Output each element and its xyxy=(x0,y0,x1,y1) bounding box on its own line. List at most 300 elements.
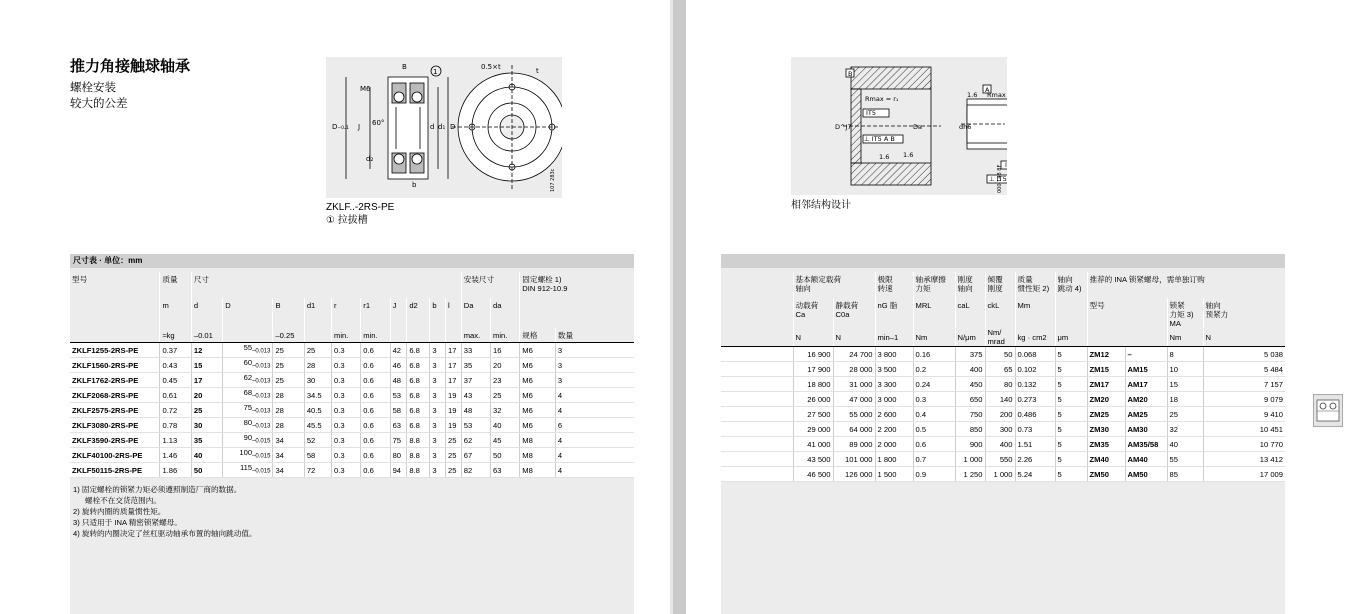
cell-mrl: 0.6 xyxy=(913,437,955,452)
svg-text:d₁: d₁ xyxy=(438,123,446,131)
col-angle xyxy=(721,272,793,298)
cell-d2: 6.8 xyxy=(407,358,430,373)
col-inertia xyxy=(1015,272,1055,298)
cell-m: 1.13 xyxy=(160,433,191,448)
col-inertia-sym: Mm xyxy=(1015,298,1055,328)
cell-model: ZKLF1255-2RS-PE xyxy=(70,343,160,358)
svg-text:t: t xyxy=(536,67,539,75)
col-tilt-title: 倾覆 xyxy=(987,275,1003,284)
cell-qty: 4 xyxy=(555,388,634,403)
cell-Da: 37 xyxy=(461,373,490,388)
cell-qty: 3 xyxy=(555,343,634,358)
cell-J: 94 xyxy=(390,463,407,478)
unit-d: –0.01 xyxy=(191,328,222,343)
col-J: J xyxy=(390,298,407,328)
cell-run: 5 xyxy=(1055,452,1087,467)
cell-run: 5 xyxy=(1055,467,1087,482)
cell-nut1: ZM12 xyxy=(1087,347,1125,362)
cell-d: 17 xyxy=(191,373,222,388)
cell-d1: 40.5 xyxy=(304,403,331,418)
col-m: m xyxy=(160,298,191,328)
cell-c0a: 89 000 xyxy=(833,437,875,452)
col-dims: 尺寸 xyxy=(191,272,461,298)
side-thumbnail-button[interactable] xyxy=(1313,394,1343,427)
col-spec: 规格 xyxy=(520,328,556,343)
cell-Da: 62 xyxy=(461,433,490,448)
cell-nut1: ZM30 xyxy=(1087,422,1125,437)
col-bolt-title: 固定螺栓 1) xyxy=(522,275,562,284)
cell-cal: 1 000 xyxy=(955,452,985,467)
svg-text:d₂: d₂ xyxy=(366,155,374,163)
unit-r1: min. xyxy=(361,328,390,343)
cell-nut2: AM17 xyxy=(1125,377,1167,392)
unit-da: min. xyxy=(491,328,520,343)
col-d: d xyxy=(191,298,222,328)
cell-angle xyxy=(721,347,793,362)
col-limit-sub: 转速 xyxy=(877,284,893,293)
col-qty: 数量 xyxy=(555,328,634,343)
cell-run: 5 xyxy=(1055,362,1087,377)
col-nut-model: 型号 xyxy=(1087,298,1167,328)
cell-ckl: 80 xyxy=(985,377,1015,392)
svg-text:1: 1 xyxy=(433,68,438,76)
cell-l: 19 xyxy=(446,403,462,418)
cell-spec: M6 xyxy=(520,343,556,358)
cell-model: ZKLF2575-2RS-PE xyxy=(70,403,160,418)
cell-d1: 45.5 xyxy=(304,418,331,433)
cell-d2: 8.8 xyxy=(407,448,430,463)
cell-ca: 43 500 xyxy=(793,452,833,467)
cell-ca: 16 900 xyxy=(793,347,833,362)
table-row xyxy=(70,343,634,358)
cell-l: 19 xyxy=(446,418,462,433)
cell-d: 50 xyxy=(191,463,222,478)
cell-model: ZKLF3080-2RS-PE xyxy=(70,418,160,433)
col-stat-title: 静载荷 xyxy=(835,301,859,310)
svg-text:dh6: dh6 xyxy=(959,123,972,131)
cell-da: 63 xyxy=(491,463,520,478)
cell-ckl: 550 xyxy=(985,452,1015,467)
cell-m: 1.46 xyxy=(160,448,191,463)
svg-text:D: D xyxy=(450,123,456,131)
cell-model: ZKLF3590-2RS-PE xyxy=(70,433,160,448)
cell-ng: 2 600 xyxy=(875,407,913,422)
table-row xyxy=(70,403,634,418)
cell-model: ZKLF40100-2RS-PE xyxy=(70,448,160,463)
table-row xyxy=(721,467,1285,482)
cell-D: $60_{-0.013}$ xyxy=(223,358,273,373)
cell-D: $115_{-0.015}$ xyxy=(223,463,273,478)
cell-b: 3 xyxy=(430,343,446,358)
footnote-1: 1) 固定螺栓的锁紧力矩必须遵照制造厂商的数据。 xyxy=(73,485,242,494)
cell-m: 0.72 xyxy=(160,403,191,418)
col-d1: d1 xyxy=(304,298,331,328)
cell-cal: 375 xyxy=(955,347,985,362)
cell-spec: M8 xyxy=(520,463,556,478)
table-row xyxy=(70,388,634,403)
col-mount: 安装尺寸 xyxy=(461,272,520,298)
cell-run: 5 xyxy=(1055,407,1087,422)
cell-ma: 8 xyxy=(1167,347,1203,362)
cell-r1: 0.6 xyxy=(361,358,390,373)
cell-run: 5 xyxy=(1055,392,1087,407)
cell-D: $68_{-0.013}$ xyxy=(223,388,273,403)
cell-D: $90_{-0.015}$ xyxy=(223,433,273,448)
cell-nut2: AM25 xyxy=(1125,407,1167,422)
cell-b: 3 xyxy=(430,388,446,403)
dimension-table xyxy=(70,272,634,478)
cell-b: 3 xyxy=(430,418,446,433)
cell-cal: 850 xyxy=(955,422,985,437)
cell-fv: 9 410 xyxy=(1203,407,1285,422)
table-row xyxy=(721,392,1285,407)
cell-mrl: 0.5 xyxy=(913,422,955,437)
cell-b: 3 xyxy=(430,448,446,463)
cell-m: 0.45 xyxy=(160,373,191,388)
col-stat-sym: C0a xyxy=(835,310,850,319)
cell-ma: 10 xyxy=(1167,362,1203,377)
cell-r1: 0.6 xyxy=(361,388,390,403)
cell-d2: 6.8 xyxy=(407,418,430,433)
cell-da: 50 xyxy=(491,448,520,463)
cell-mrl: 0.7 xyxy=(913,452,955,467)
col-preload xyxy=(1203,298,1285,328)
cell-ca: 26 000 xyxy=(793,392,833,407)
cell-D: $100_{-0.015}$ xyxy=(223,448,273,463)
svg-text:Da: Da xyxy=(913,123,922,131)
cell-B: 34 xyxy=(273,463,304,478)
table-row xyxy=(70,448,634,463)
cell-mm: 0.102 xyxy=(1015,362,1055,377)
cell-angle xyxy=(721,452,793,467)
cell-cal: 400 xyxy=(955,362,985,377)
col-preload-sub: 预紧力 xyxy=(1205,310,1229,319)
unit-tilt: Nm/ mrad xyxy=(985,328,1015,347)
cell-mm: 0.486 xyxy=(1015,407,1055,422)
cell-ma: 40 xyxy=(1167,437,1203,452)
footnotes xyxy=(73,484,257,539)
cell-da: 40 xyxy=(491,418,520,433)
cell-r: 0.3 xyxy=(332,388,361,403)
cell-l: 19 xyxy=(446,388,462,403)
cell-B: 28 xyxy=(273,403,304,418)
cell-Da: 33 xyxy=(461,343,490,358)
cell-d2: 6.8 xyxy=(407,343,430,358)
cell-mm: 1.51 xyxy=(1015,437,1055,452)
cell-ca: 18 800 xyxy=(793,377,833,392)
cell-B: 34 xyxy=(273,433,304,448)
col-limit-sym: nG 脂 xyxy=(875,298,913,328)
table-row xyxy=(721,437,1285,452)
col-D: D xyxy=(223,298,273,328)
cell-B: 25 xyxy=(273,373,304,388)
cell-Da: 82 xyxy=(461,463,490,478)
cell-d1: 58 xyxy=(304,448,331,463)
cell-qty: 4 xyxy=(555,433,634,448)
cell-mm: 0.73 xyxy=(1015,422,1055,437)
drawing-code: 107 283c xyxy=(550,168,556,192)
cell-fv: 9 079 xyxy=(1203,392,1285,407)
cell-r: 0.3 xyxy=(332,358,361,373)
col-B: B xyxy=(273,298,304,328)
cell-Da: 67 xyxy=(461,448,490,463)
right-figure-caption: 相邻结构设计 xyxy=(791,200,851,211)
cell-angle xyxy=(721,422,793,437)
cell-mrl: 0.3 xyxy=(913,392,955,407)
cell-qty: 6 xyxy=(555,418,634,433)
cell-fv: 5 484 xyxy=(1203,362,1285,377)
col-torque-sym: MA xyxy=(1169,319,1181,328)
cell-r: 0.3 xyxy=(332,433,361,448)
unit-m: ≈kg xyxy=(160,328,191,343)
page-title: 推力角接触球轴承 xyxy=(70,58,191,75)
cell-spec: M6 xyxy=(520,388,556,403)
cell-Da: 53 xyxy=(461,418,490,433)
cell-d1: 34.5 xyxy=(304,388,331,403)
cell-ca: 46 500 xyxy=(793,467,833,482)
table-row xyxy=(70,418,634,433)
cell-b: 3 xyxy=(430,403,446,418)
cell-r1: 0.6 xyxy=(361,373,390,388)
cell-ma: 15 xyxy=(1167,377,1203,392)
cell-mrl: 0.9 xyxy=(913,467,955,482)
cell-da: 20 xyxy=(491,358,520,373)
cell-d2: 8.8 xyxy=(407,463,430,478)
cell-d: 30 xyxy=(191,418,222,433)
unit-Da: max. xyxy=(461,328,490,343)
cell-nut1: ZM40 xyxy=(1087,452,1125,467)
col-nut: 推荐的 INA 锁紧螺母，需单独订购 xyxy=(1087,272,1285,298)
right-drawing-code: 000 148 8F xyxy=(997,164,1003,193)
cell-r1: 0.6 xyxy=(361,433,390,448)
cell-mm: 0.132 xyxy=(1015,377,1055,392)
col-inertia-title: 质量 xyxy=(1017,275,1033,284)
cell-ca: 27 500 xyxy=(793,407,833,422)
cell-cal: 750 xyxy=(955,407,985,422)
cell-ca: 17 900 xyxy=(793,362,833,377)
col-runout-title: 轴向 xyxy=(1057,275,1073,284)
cell-run: 5 xyxy=(1055,422,1087,437)
cell-d2: 6.8 xyxy=(407,373,430,388)
col-dyn-title: 动载荷 xyxy=(795,301,819,310)
cell-mrl: 0.16 xyxy=(913,347,955,362)
cell-B: 25 xyxy=(273,358,304,373)
svg-text:1.6: 1.6 xyxy=(903,151,914,159)
cell-da: 16 xyxy=(491,343,520,358)
cell-d2: 6.8 xyxy=(407,388,430,403)
cell-ca: 29 000 xyxy=(793,422,833,437)
col-limit-title: 极限 xyxy=(877,275,893,284)
cell-ng: 2 200 xyxy=(875,422,913,437)
unit-runout: μm xyxy=(1055,328,1087,347)
cell-mrl: 0.24 xyxy=(913,377,955,392)
cell-spec: M6 xyxy=(520,373,556,388)
cell-B: 34 xyxy=(273,448,304,463)
col-fric-title: 轴承摩擦 xyxy=(915,275,946,284)
bearing-section-svg xyxy=(326,57,562,198)
cell-J: 63 xyxy=(390,418,407,433)
cell-spec: M8 xyxy=(520,433,556,448)
svg-text:b: b xyxy=(412,181,417,189)
table-title-band: 尺寸表 · 单位：mm xyxy=(70,254,634,268)
svg-text:D₋₀.₁: D₋₀.₁ xyxy=(332,123,349,131)
svg-text:⊥ IT5 A B: ⊥ IT5 xyxy=(989,175,1007,183)
cell-r1: 0.6 xyxy=(361,403,390,418)
cell-da: 32 xyxy=(491,403,520,418)
cell-d: 40 xyxy=(191,448,222,463)
cell-J: 46 xyxy=(390,358,407,373)
cell-ckl: 65 xyxy=(985,362,1015,377)
figure-caption-model: ZKLF..-2RS-PE xyxy=(326,202,395,213)
cell-ckl: 400 xyxy=(985,437,1015,452)
svg-text:1.6: 1.6 xyxy=(967,91,978,99)
cell-J: 80 xyxy=(390,448,407,463)
footnote-2: 2) 旋转内圈的质量惯性矩。 xyxy=(73,507,166,516)
cell-l: 25 xyxy=(446,433,462,448)
cell-da: 45 xyxy=(491,433,520,448)
cell-r: 0.3 xyxy=(332,463,361,478)
adjacent-design-svg xyxy=(791,57,1007,195)
cell-model: ZKLF50115-2RS-PE xyxy=(70,463,160,478)
cell-mm: 5.24 xyxy=(1015,467,1055,482)
cell-angle xyxy=(721,467,793,482)
table-row xyxy=(721,422,1285,437)
col-r1: r1 xyxy=(361,298,390,328)
cell-angle xyxy=(721,392,793,407)
cell-model: ZKLF1762-2RS-PE xyxy=(70,373,160,388)
cell-nut2: AM30 xyxy=(1125,422,1167,437)
cell-nut1: ZM17 xyxy=(1087,377,1125,392)
cell-fv: 10 770 xyxy=(1203,437,1285,452)
svg-text:Rmax = r: Rmax xyxy=(987,91,1006,99)
cell-ca: 41 000 xyxy=(793,437,833,452)
svg-text:d: d xyxy=(430,123,435,131)
col-load xyxy=(793,272,875,298)
table-row xyxy=(70,358,634,373)
cell-d1: 25 xyxy=(304,343,331,358)
cell-b: 3 xyxy=(430,433,446,448)
cell-m: 0.43 xyxy=(160,358,191,373)
cell-cal: 900 xyxy=(955,437,985,452)
col-l: l xyxy=(446,298,462,328)
cell-c0a: 24 700 xyxy=(833,347,875,362)
cell-d1: 28 xyxy=(304,358,331,373)
table-row xyxy=(721,362,1285,377)
table-row xyxy=(721,347,1285,362)
subtitle-tolerance: 较大的公差 xyxy=(70,98,128,110)
cell-angle xyxy=(721,377,793,392)
cell-b: 3 xyxy=(430,358,446,373)
cell-mrl: 0.2 xyxy=(913,362,955,377)
col-t xyxy=(721,298,793,328)
cell-run: 5 xyxy=(1055,347,1087,362)
cell-Da: 43 xyxy=(461,388,490,403)
col-tilt-sym: ckL xyxy=(985,298,1015,328)
cell-nut2: AM50 xyxy=(1125,467,1167,482)
cell-B: 28 xyxy=(273,388,304,403)
cell-Da: 35 xyxy=(461,358,490,373)
cell-d: 20 xyxy=(191,388,222,403)
cell-d1: 72 xyxy=(304,463,331,478)
cell-cal: 1 250 xyxy=(955,467,985,482)
col-mass: 质量 xyxy=(160,272,191,298)
unit-limit: min–1 xyxy=(875,328,913,347)
cell-D: $80_{-0.013}$ xyxy=(223,418,273,433)
col-qty-xt xyxy=(721,328,793,347)
cell-ng: 1 800 xyxy=(875,452,913,467)
cell-c0a: 101 000 xyxy=(833,452,875,467)
cell-c0a: 47 000 xyxy=(833,392,875,407)
cell-d2: 6.8 xyxy=(407,403,430,418)
figure-caption xyxy=(326,201,394,227)
cell-run: 5 xyxy=(1055,437,1087,452)
cell-ng: 3 800 xyxy=(875,347,913,362)
col-dyn-sym: Ca xyxy=(795,310,806,319)
cell-c0a: 126 000 xyxy=(833,467,875,482)
cell-ng: 3 500 xyxy=(875,362,913,377)
cell-J: 48 xyxy=(390,373,407,388)
unit-inertia: kg · cm2 xyxy=(1015,328,1055,347)
col-da: da xyxy=(491,298,520,328)
cell-r: 0.3 xyxy=(332,418,361,433)
cell-r1: 0.6 xyxy=(361,448,390,463)
col-d2: d2 xyxy=(407,298,430,328)
svg-text:0.5×t: 0.5×t xyxy=(481,63,501,71)
cell-r: 0.3 xyxy=(332,448,361,463)
col-fric xyxy=(913,272,955,298)
cell-model: ZKLF1560-2RS-PE xyxy=(70,358,160,373)
cell-B: 28 xyxy=(273,418,304,433)
cell-r1: 0.6 xyxy=(361,343,390,358)
col-torque-sub: 力矩 3) xyxy=(1169,310,1194,319)
cell-d1: 52 xyxy=(304,433,331,448)
cell-D: $62_{-0.013}$ xyxy=(223,373,273,388)
figure-caption-note: ① 拉拔槽 xyxy=(326,215,368,226)
table-row xyxy=(721,377,1285,392)
cell-ng: 3 300 xyxy=(875,377,913,392)
cell-qty: 4 xyxy=(555,463,634,478)
adjacent-design-drawing xyxy=(791,57,1007,195)
col-torque-title: 锁紧 xyxy=(1169,301,1185,310)
col-Da: Da xyxy=(461,298,490,328)
cell-D: $75_{-0.013}$ xyxy=(223,403,273,418)
svg-text:⊥ IT5 A B: ⊥ IT5 A B xyxy=(864,135,895,143)
cell-ckl: 200 xyxy=(985,407,1015,422)
unit-B: –0.25 xyxy=(273,328,304,343)
cell-m: 0.37 xyxy=(160,343,191,358)
performance-table xyxy=(721,272,1285,482)
cell-l: 17 xyxy=(446,373,462,388)
cell-B: 25 xyxy=(273,343,304,358)
cell-mm: 2.26 xyxy=(1015,452,1055,467)
cell-angle xyxy=(721,362,793,377)
cell-nut1: ZM20 xyxy=(1087,392,1125,407)
col-b: b xyxy=(430,298,446,328)
svg-text:D^J7: D^J7 xyxy=(835,123,852,131)
svg-text:A: A xyxy=(985,86,990,94)
unit-torque: Nm xyxy=(1167,328,1203,347)
cell-ma: 32 xyxy=(1167,422,1203,437)
table-row xyxy=(70,433,634,448)
svg-text:60°: 60° xyxy=(372,119,385,127)
bearing-drawing xyxy=(326,57,562,198)
subtitle-mounting: 螺栓安装 xyxy=(70,82,116,94)
cell-ma: 25 xyxy=(1167,407,1203,422)
unit-stiff: N/μm xyxy=(955,328,985,347)
cell-l: 25 xyxy=(446,448,462,463)
cell-l: 25 xyxy=(446,463,462,478)
cell-d1: 30 xyxy=(304,373,331,388)
